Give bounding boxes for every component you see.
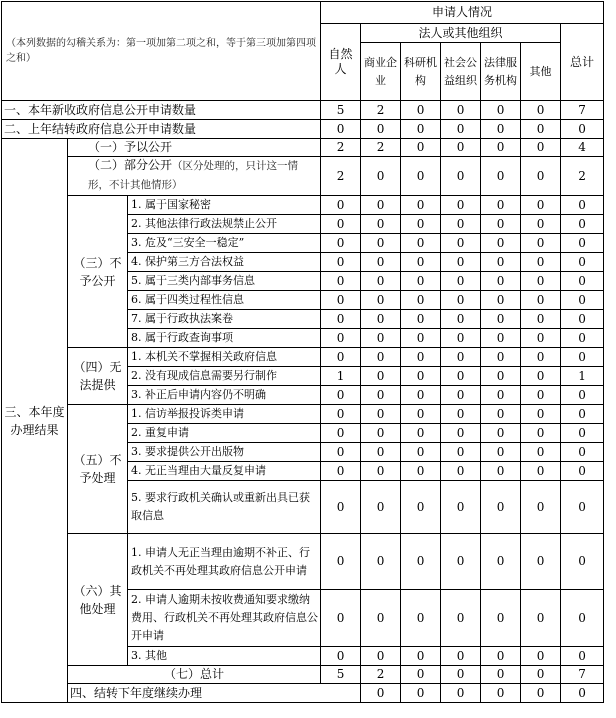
cell-value: 0: [481, 481, 521, 534]
row-label: 5. 属于三类内部事务信息: [128, 272, 321, 291]
cell-value: 0: [321, 424, 361, 443]
cell-value: 0: [521, 534, 561, 590]
cell-value: 0: [401, 291, 441, 310]
cell-value: 0: [361, 291, 401, 310]
cell-value: 0: [481, 443, 521, 462]
cell-value: 0: [401, 348, 441, 367]
cell-value: 0: [361, 310, 401, 329]
cell-value: 0: [481, 534, 521, 590]
cell-value: 0: [561, 462, 604, 481]
cell-value: 0: [401, 684, 441, 703]
header-applicant: 申请人情况: [321, 2, 604, 24]
group-6-label: （六）其他处理: [68, 534, 128, 666]
row-label: 3. 其他: [128, 647, 321, 666]
cell-value: 0: [561, 272, 604, 291]
cell-value: 0: [401, 120, 441, 139]
row-label: 二、上年结转政府信息公开申请数量: [2, 120, 321, 139]
cell-value: 0: [441, 196, 481, 215]
cell-value: 0: [441, 424, 481, 443]
table-row: [2, 101, 604, 120]
cell-value: 2: [321, 139, 361, 157]
cell-value: 0: [401, 647, 441, 666]
cell-value: 0: [561, 329, 604, 348]
cell-value: 0: [441, 534, 481, 590]
table-row: [2, 196, 604, 215]
cell-value: 0: [441, 291, 481, 310]
cell-value: 0: [561, 684, 604, 703]
cell-value: 0: [521, 443, 561, 462]
cell-value: 0: [481, 101, 521, 120]
cell-value: 0: [361, 386, 401, 405]
row-label: （七）总计: [68, 666, 321, 684]
cell-value: 0: [561, 534, 604, 590]
cell-value: 0: [321, 386, 361, 405]
row-label: 1. 本机关不掌握相关政府信息: [128, 348, 321, 367]
cell-value: 2: [361, 101, 401, 120]
cell-value: 0: [401, 534, 441, 590]
table-row: [2, 405, 604, 424]
cell-value: 0: [401, 215, 441, 234]
cell-value: 0: [401, 590, 441, 647]
cell-value: 0: [561, 424, 604, 443]
cell-value: 0: [441, 101, 481, 120]
row-label: 一、本年新收政府信息公开申请数量: [2, 101, 321, 120]
cell-value: 0: [321, 462, 361, 481]
cell-value: 0: [441, 139, 481, 157]
row-label: 1. 属于国家秘密: [128, 196, 321, 215]
cell-value: 0: [521, 272, 561, 291]
cell-value: 0: [361, 348, 401, 367]
cell-value: 0: [321, 329, 361, 348]
cell-value: 0: [441, 443, 481, 462]
cell-value: 0: [561, 348, 604, 367]
cell-value: 0: [521, 647, 561, 666]
cell-value: 0: [561, 196, 604, 215]
col-legal-service: 法律服务机构: [481, 43, 521, 101]
cell-value: 0: [441, 684, 481, 703]
table-row: [2, 684, 604, 703]
cell-value: 0: [521, 367, 561, 386]
cell-value: 0: [481, 462, 521, 481]
cell-value: 0: [481, 367, 521, 386]
cell-value: 0: [401, 462, 441, 481]
col-research: 科研机构: [401, 43, 441, 101]
cell-value: 0: [401, 386, 441, 405]
cell-value: 0: [401, 405, 441, 424]
cell-value: 0: [521, 462, 561, 481]
cell-value: 0: [321, 443, 361, 462]
cell-value: 0: [361, 367, 401, 386]
cell-value: 0: [361, 647, 401, 666]
cell-value: 0: [521, 101, 561, 120]
cell-value: 0: [521, 120, 561, 139]
cell-value: 0: [481, 120, 521, 139]
row-label: 3. 补正后申请内容仍不明确: [128, 386, 321, 405]
cell-value: 0: [521, 348, 561, 367]
cell-value: 0: [361, 329, 401, 348]
col-business: 商业企业: [361, 43, 401, 101]
cell-value: 0: [321, 215, 361, 234]
cell-value: 0: [561, 120, 604, 139]
table-row: [2, 120, 604, 139]
cell-value: 0: [401, 481, 441, 534]
row-label: 2. 其他法律行政法规禁止公开: [128, 215, 321, 234]
cell-value: 0: [361, 215, 401, 234]
cell-value: 0: [481, 196, 521, 215]
cell-value: 0: [441, 157, 481, 196]
cell-value: 0: [481, 157, 521, 196]
cell-value: 0: [321, 348, 361, 367]
cell-value: 0: [561, 647, 604, 666]
cell-value: 0: [321, 534, 361, 590]
cell-value: 0: [521, 481, 561, 534]
cell-value: 0: [441, 647, 481, 666]
row-label: 四、结转下年度继续办理: [68, 684, 361, 703]
cell-value: 0: [521, 253, 561, 272]
cell-value: 0: [481, 386, 521, 405]
cell-value: 0: [481, 348, 521, 367]
cell-value: 0: [321, 253, 361, 272]
cell-value: 0: [481, 234, 521, 253]
cell-value: 0: [441, 462, 481, 481]
cell-value: 0: [481, 590, 521, 647]
table-row: [2, 534, 604, 590]
cell-value: 0: [321, 272, 361, 291]
cell-value: 0: [481, 310, 521, 329]
cell-value: 0: [561, 590, 604, 647]
group-4-label: （四）无法提供: [68, 348, 128, 405]
row-label: 8. 属于行政查询事项: [128, 329, 321, 348]
row-label: 2. 没有现成信息需要另行制作: [128, 367, 321, 386]
table-row: [2, 348, 604, 367]
cell-value: 0: [481, 424, 521, 443]
cell-value: 0: [401, 272, 441, 291]
cell-value: 0: [361, 684, 401, 703]
cell-value: 0: [361, 424, 401, 443]
cell-value: 0: [401, 367, 441, 386]
cell-value: 0: [521, 424, 561, 443]
cell-value: 0: [441, 215, 481, 234]
group-3-label: （三）不予公开: [68, 196, 128, 348]
cell-value: 0: [561, 405, 604, 424]
cell-value: 2: [361, 139, 401, 157]
cell-value: 0: [401, 196, 441, 215]
row-label: 4. 无正当理由大量反复申请: [128, 462, 321, 481]
cell-value: 0: [321, 234, 361, 253]
cell-value: 1: [561, 367, 604, 386]
header-note: （本列数据的勾稽关系为：第一项加第二项之和，等于第三项加第四项之和）: [2, 2, 321, 101]
cell-value: 0: [441, 590, 481, 647]
cell-value: 0: [401, 101, 441, 120]
cell-value: 0: [441, 481, 481, 534]
cell-value: 0: [361, 120, 401, 139]
cell-value: 0: [361, 234, 401, 253]
cell-value: 0: [481, 291, 521, 310]
cell-value: 0: [401, 666, 441, 684]
cell-value: 4: [561, 139, 604, 157]
cell-value: 0: [401, 424, 441, 443]
cell-value: 1: [321, 367, 361, 386]
cell-value: 0: [441, 253, 481, 272]
cell-value: 0: [361, 481, 401, 534]
cell-value: 0: [561, 291, 604, 310]
cell-value: 0: [321, 291, 361, 310]
row-label: （一）予以公开: [68, 139, 321, 157]
row-label: 2. 申请人逾期未按收费通知要求缴纳费用、行政机关不再处理其政府信息公开申请: [128, 590, 321, 647]
cell-value: 0: [401, 157, 441, 196]
cell-value: 0: [521, 139, 561, 157]
cell-value: 0: [521, 405, 561, 424]
cell-value: 0: [561, 310, 604, 329]
group-5-label: （五）不予处理: [68, 405, 128, 534]
row-label: 1. 信访举报投诉类申请: [128, 405, 321, 424]
cell-value: 0: [401, 329, 441, 348]
cell-value: 0: [521, 666, 561, 684]
cell-value: 0: [561, 443, 604, 462]
cell-value: 0: [481, 253, 521, 272]
cell-value: 0: [441, 234, 481, 253]
cell-value: 0: [561, 215, 604, 234]
cell-value: 2: [321, 157, 361, 196]
cell-value: 0: [521, 215, 561, 234]
cell-value: 0: [321, 647, 361, 666]
cell-value: 0: [481, 684, 521, 703]
header-legal-entity: 法人或其他组织: [361, 24, 561, 43]
cell-value: 0: [321, 405, 361, 424]
cell-value: 0: [401, 443, 441, 462]
cell-value: 2: [561, 157, 604, 196]
cell-value: 0: [321, 196, 361, 215]
col-total: 总计: [561, 24, 604, 101]
cell-value: 0: [521, 329, 561, 348]
row-label: [68, 157, 321, 196]
cell-value: 0: [521, 590, 561, 647]
cell-value: 0: [481, 272, 521, 291]
cell-value: 0: [361, 157, 401, 196]
cell-value: 5: [321, 666, 361, 684]
cell-value: 0: [481, 329, 521, 348]
cell-value: 0: [441, 329, 481, 348]
cell-value: 0: [441, 386, 481, 405]
cell-value: 0: [321, 120, 361, 139]
row-label: 4. 保护第三方合法权益: [128, 253, 321, 272]
col-public-welfare: 社会公益组织: [441, 43, 481, 101]
cell-value: 0: [361, 443, 401, 462]
cell-value: 0: [401, 234, 441, 253]
cell-value: 0: [321, 590, 361, 647]
cell-value: 0: [521, 310, 561, 329]
cell-value: 0: [481, 215, 521, 234]
cell-value: 0: [481, 139, 521, 157]
cell-value: 0: [321, 310, 361, 329]
cell-value: 0: [401, 253, 441, 272]
row-label: 3. 要求提供公开出版物: [128, 443, 321, 462]
cell-value: 0: [561, 481, 604, 534]
row-label: 5. 要求行政机关确认或重新出具已获取信息: [128, 481, 321, 534]
cell-value: 0: [361, 590, 401, 647]
cell-value: 0: [441, 666, 481, 684]
cell-value: 0: [441, 367, 481, 386]
row-label: 3. 危及“三安全一稳定”: [128, 234, 321, 253]
cell-value: 0: [481, 405, 521, 424]
cell-value: 0: [361, 272, 401, 291]
cell-value: 0: [361, 405, 401, 424]
cell-value: 7: [561, 666, 604, 684]
cell-value: 0: [561, 386, 604, 405]
cell-value: 0: [481, 666, 521, 684]
section-3-label: 三、本年度办理结果: [2, 139, 68, 703]
cell-value: 0: [361, 253, 401, 272]
col-natural-person: 自然人: [321, 24, 361, 101]
table-row: [2, 139, 604, 157]
cell-value: 0: [521, 157, 561, 196]
cell-value: 0: [441, 120, 481, 139]
cell-value: 0: [441, 405, 481, 424]
gov-info-disclosure-table: [1, 1, 604, 703]
cell-value: 0: [441, 272, 481, 291]
cell-value: 0: [401, 310, 441, 329]
cell-value: 0: [521, 291, 561, 310]
cell-value: 0: [561, 234, 604, 253]
cell-value: 0: [361, 196, 401, 215]
cell-value: 0: [441, 348, 481, 367]
cell-value: 5: [321, 101, 361, 120]
cell-value: 2: [361, 666, 401, 684]
row-label: 6. 属于四类过程性信息: [128, 291, 321, 310]
table-row: [2, 666, 604, 684]
table-row: [2, 157, 604, 196]
cell-value: 0: [481, 647, 521, 666]
cell-value: 0: [521, 386, 561, 405]
row-label: 2. 重复申请: [128, 424, 321, 443]
partial-open-label: （二）部分公开: [88, 158, 173, 172]
cell-value: 0: [521, 684, 561, 703]
cell-value: 0: [361, 534, 401, 590]
cell-value: 0: [521, 234, 561, 253]
cell-value: 0: [361, 462, 401, 481]
row-label: 1. 申请人无正当理由逾期不补正、行政机关不再处理其政府信息公开申请: [128, 534, 321, 590]
col-other: 其他: [521, 43, 561, 101]
cell-value: 0: [401, 139, 441, 157]
cell-value: 0: [441, 310, 481, 329]
cell-value: 0: [321, 481, 361, 534]
row-label: 7. 属于行政执法案卷: [128, 310, 321, 329]
cell-value: 0: [561, 253, 604, 272]
cell-value: 7: [561, 101, 604, 120]
cell-value: 0: [521, 196, 561, 215]
partial-open-note: （区分处理的，只计这一情形，不计其他情形）: [88, 160, 299, 191]
